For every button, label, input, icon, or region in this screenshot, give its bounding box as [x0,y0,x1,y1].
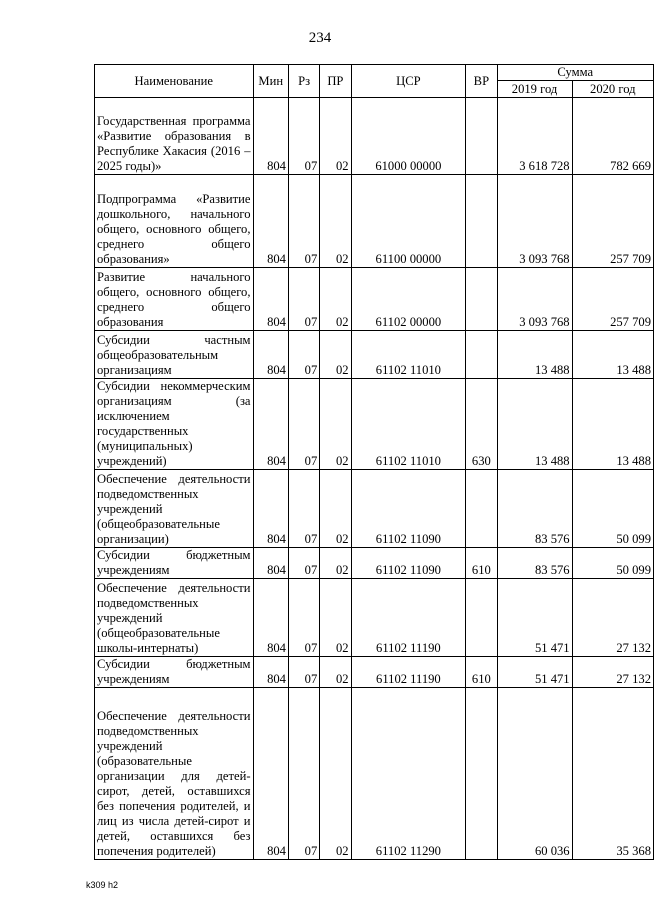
table-row [95,688,654,860]
row-rz: 07 [288,379,319,470]
table-row [95,579,654,657]
row-vr [466,331,497,379]
table-row [95,331,654,379]
table-body [95,98,654,860]
header-year-2020: 2020 год [572,81,653,98]
row-name: Обеспечение деятельности подведомственных учреждений (образовательные организации для детей-сирот, детей, оставшихся без попечения родителей, и лиц из числа детей-сирот и детей, оставшихся без попечения родителей) [95,688,254,860]
row-pr: 02 [320,470,351,548]
row-rz: 07 [288,579,319,657]
row-rz: 07 [288,268,319,331]
header-pr: ПР [320,65,351,98]
row-min: 804 [253,548,288,579]
row-rz: 07 [288,331,319,379]
row-min: 804 [253,688,288,860]
row-pr: 02 [320,98,351,175]
row-name: Субсидии бюджетным учреждениям [95,657,254,688]
row-amount-2020: 257 709 [572,175,653,268]
footer-code: k309 h2 [86,880,119,890]
row-rz: 07 [288,657,319,688]
row-name: Подпрограмма «Развитие дошкольного, начального общего, основного общего, среднего общего образования» [95,175,254,268]
table-row [95,657,654,688]
row-amount-2019: 13 488 [497,379,572,470]
header-name: Наименование [95,65,254,98]
row-amount-2019: 51 471 [497,579,572,657]
row-vr: 610 [466,548,497,579]
row-amount-2020: 257 709 [572,268,653,331]
row-pr: 02 [320,268,351,331]
row-csr: 61102 11010 [351,331,466,379]
row-pr: 02 [320,657,351,688]
row-amount-2019: 51 471 [497,657,572,688]
row-amount-2020: 50 099 [572,548,653,579]
row-vr [466,175,497,268]
row-name: Субсидии некоммерческим организациям (за исключением государственных (муниципальных) учреждений) [95,379,254,470]
row-pr: 02 [320,579,351,657]
row-rz: 07 [288,548,319,579]
row-pr: 02 [320,688,351,860]
row-csr: 61102 11010 [351,379,466,470]
row-amount-2020: 35 368 [572,688,653,860]
table-row [95,379,654,470]
page-number: 234 [308,30,332,46]
row-csr: 61102 11090 [351,470,466,548]
row-min: 804 [253,579,288,657]
row-csr: 61102 11190 [351,579,466,657]
row-rz: 07 [288,688,319,860]
row-rz: 07 [288,175,319,268]
row-csr: 61100 00000 [351,175,466,268]
header-year-2019: 2019 год [497,81,572,98]
row-name: Субсидии бюджетным учреждениям [95,548,254,579]
row-vr [466,470,497,548]
row-rz: 07 [288,98,319,175]
row-pr: 02 [320,548,351,579]
row-min: 804 [253,470,288,548]
table-row [95,470,654,548]
row-amount-2019: 3 093 768 [497,268,572,331]
header-min: Мин [253,65,288,98]
row-name: Субсидии частным общеобразовательным организациям [95,331,254,379]
row-name: Обеспечение деятельности подведомственных учреждений (общеобразовательные школы-интернаты) [95,579,254,657]
row-amount-2019: 60 036 [497,688,572,860]
row-vr [466,579,497,657]
row-amount-2020: 50 099 [572,470,653,548]
table-row [95,98,654,175]
row-amount-2019: 3 618 728 [497,98,572,175]
row-pr: 02 [320,175,351,268]
row-min: 804 [253,268,288,331]
row-vr: 610 [466,657,497,688]
header-rz: Рз [288,65,319,98]
header-vr: ВР [466,65,497,98]
row-csr: 61102 11290 [351,688,466,860]
row-csr: 61102 00000 [351,268,466,331]
row-amount-2020: 782 669 [572,98,653,175]
row-rz: 07 [288,470,319,548]
table-row [95,175,654,268]
row-min: 804 [253,331,288,379]
row-amount-2020: 27 132 [572,579,653,657]
row-csr: 61000 00000 [351,98,466,175]
table-row [95,548,654,579]
row-amount-2020: 27 132 [572,657,653,688]
row-vr [466,268,497,331]
row-csr: 61102 11090 [351,548,466,579]
row-min: 804 [253,379,288,470]
header-sum: Сумма [497,65,653,81]
row-amount-2020: 13 488 [572,331,653,379]
row-pr: 02 [320,331,351,379]
row-min: 804 [253,175,288,268]
row-vr [466,98,497,175]
row-name: Государственная программа «Развитие образования в Республике Хакасия (2016 – 2025 годы)» [95,98,254,175]
row-min: 804 [253,98,288,175]
row-name: Развитие начального общего, основного общего, среднего общего образования [95,268,254,331]
row-amount-2019: 83 576 [497,548,572,579]
row-amount-2020: 13 488 [572,379,653,470]
row-pr: 02 [320,379,351,470]
row-name: Обеспечение деятельности подведомственных учреждений (общеобразовательные организации) [95,470,254,548]
row-amount-2019: 83 576 [497,470,572,548]
table-row [95,268,654,331]
row-csr: 61102 11190 [351,657,466,688]
row-min: 804 [253,657,288,688]
row-vr: 630 [466,379,497,470]
row-vr [466,688,497,860]
row-amount-2019: 13 488 [497,331,572,379]
budget-table [94,64,654,860]
row-amount-2019: 3 093 768 [497,175,572,268]
header-csr: ЦСР [351,65,466,98]
